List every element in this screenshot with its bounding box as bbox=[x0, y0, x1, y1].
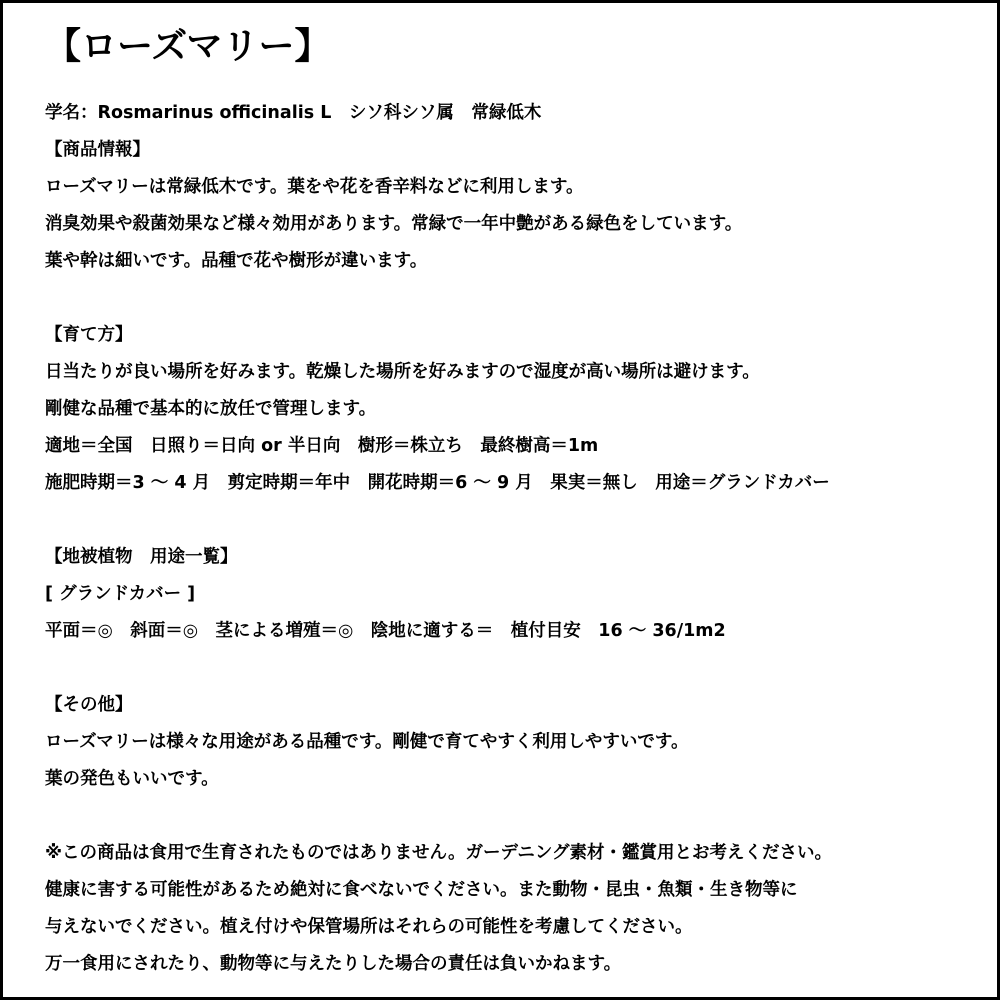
spacer bbox=[45, 650, 989, 687]
subheading-ground-cover: [ グランドカバー ] bbox=[45, 584, 196, 604]
paragraph-line: 消臭効果や殺菌効果など様々効用があります。常緑で一年中艶がある緑色をしています。 bbox=[45, 214, 743, 234]
section-heading-ground-cover: 【地被植物 用途一覧】 bbox=[45, 547, 238, 567]
seasonal-schedule: 施肥時期＝3 ～ 4 月 剪定時期＝年中 開花時期＝6 ～ 9 月 果実＝無し 用途＝グランドカバー bbox=[45, 473, 830, 493]
disclaimer-line: ※この商品は食用で生育されたものではありません。ガーデニング素材・鑑賞用とお考えください。 bbox=[45, 843, 833, 863]
disclaimer-line: 万一食用にされたり、動物等に与えたりした場合の責任は負いかねます。 bbox=[45, 954, 622, 974]
section-heading-product-info: 【商品情報】 bbox=[45, 140, 150, 160]
paragraph-line: 日当たりが良い場所を好みます。乾燥した場所を好みますので湿度が高い場所は避けます。 bbox=[45, 362, 760, 382]
section-ground-cover bbox=[45, 539, 989, 650]
section-heading-how-to-grow: 【育て方】 bbox=[45, 325, 133, 345]
scientific-name: 学名：Rosmarinus officinalis L シソ科シソ属 常緑低木 bbox=[45, 103, 542, 123]
section-how-to-grow bbox=[45, 317, 989, 502]
disclaimer-line: 与えないでください。植え付けや保管場所はそれらの可能性を考慮してください。 bbox=[45, 917, 693, 937]
ground-cover-ratings: 平面＝◎ 斜面＝◎ 茎による増殖＝◎ 陰地に適する＝ 植付目安 16 ～ 36/1m2 bbox=[45, 621, 726, 641]
section-disclaimer bbox=[45, 835, 989, 983]
disclaimer-line: 健康に害する可能性があるため絶対に食べないでください。また動物・昆虫・魚類・生き物等に bbox=[45, 880, 798, 900]
growing-conditions: 適地＝全国 日照り＝日向 or 半日向 樹形＝株立ち 最終樹高＝1m bbox=[45, 436, 599, 456]
paragraph-line: ローズマリーは様々な用途がある品種です。剛健で育てやすく利用しやすいです。 bbox=[45, 732, 689, 752]
paragraph-line: 葉の発色もいいです。 bbox=[45, 769, 219, 789]
section-heading-other: 【その他】 bbox=[45, 695, 133, 715]
spacer bbox=[45, 280, 989, 317]
product-title: 【ローズマリー】 bbox=[45, 26, 331, 67]
section-other bbox=[45, 687, 989, 798]
spacer bbox=[45, 798, 989, 835]
product-description bbox=[45, 25, 989, 983]
paragraph-line: ローズマリーは常緑低木です。葉をや花を香辛料などに利用します。 bbox=[45, 177, 584, 197]
paragraph-line: 剛健な品種で基本的に放任で管理します。 bbox=[45, 399, 377, 419]
paragraph-line: 葉や幹は細いです。品種で花や樹形が違います。 bbox=[45, 251, 428, 271]
spacer bbox=[45, 502, 989, 539]
section-basic-info bbox=[45, 95, 989, 280]
